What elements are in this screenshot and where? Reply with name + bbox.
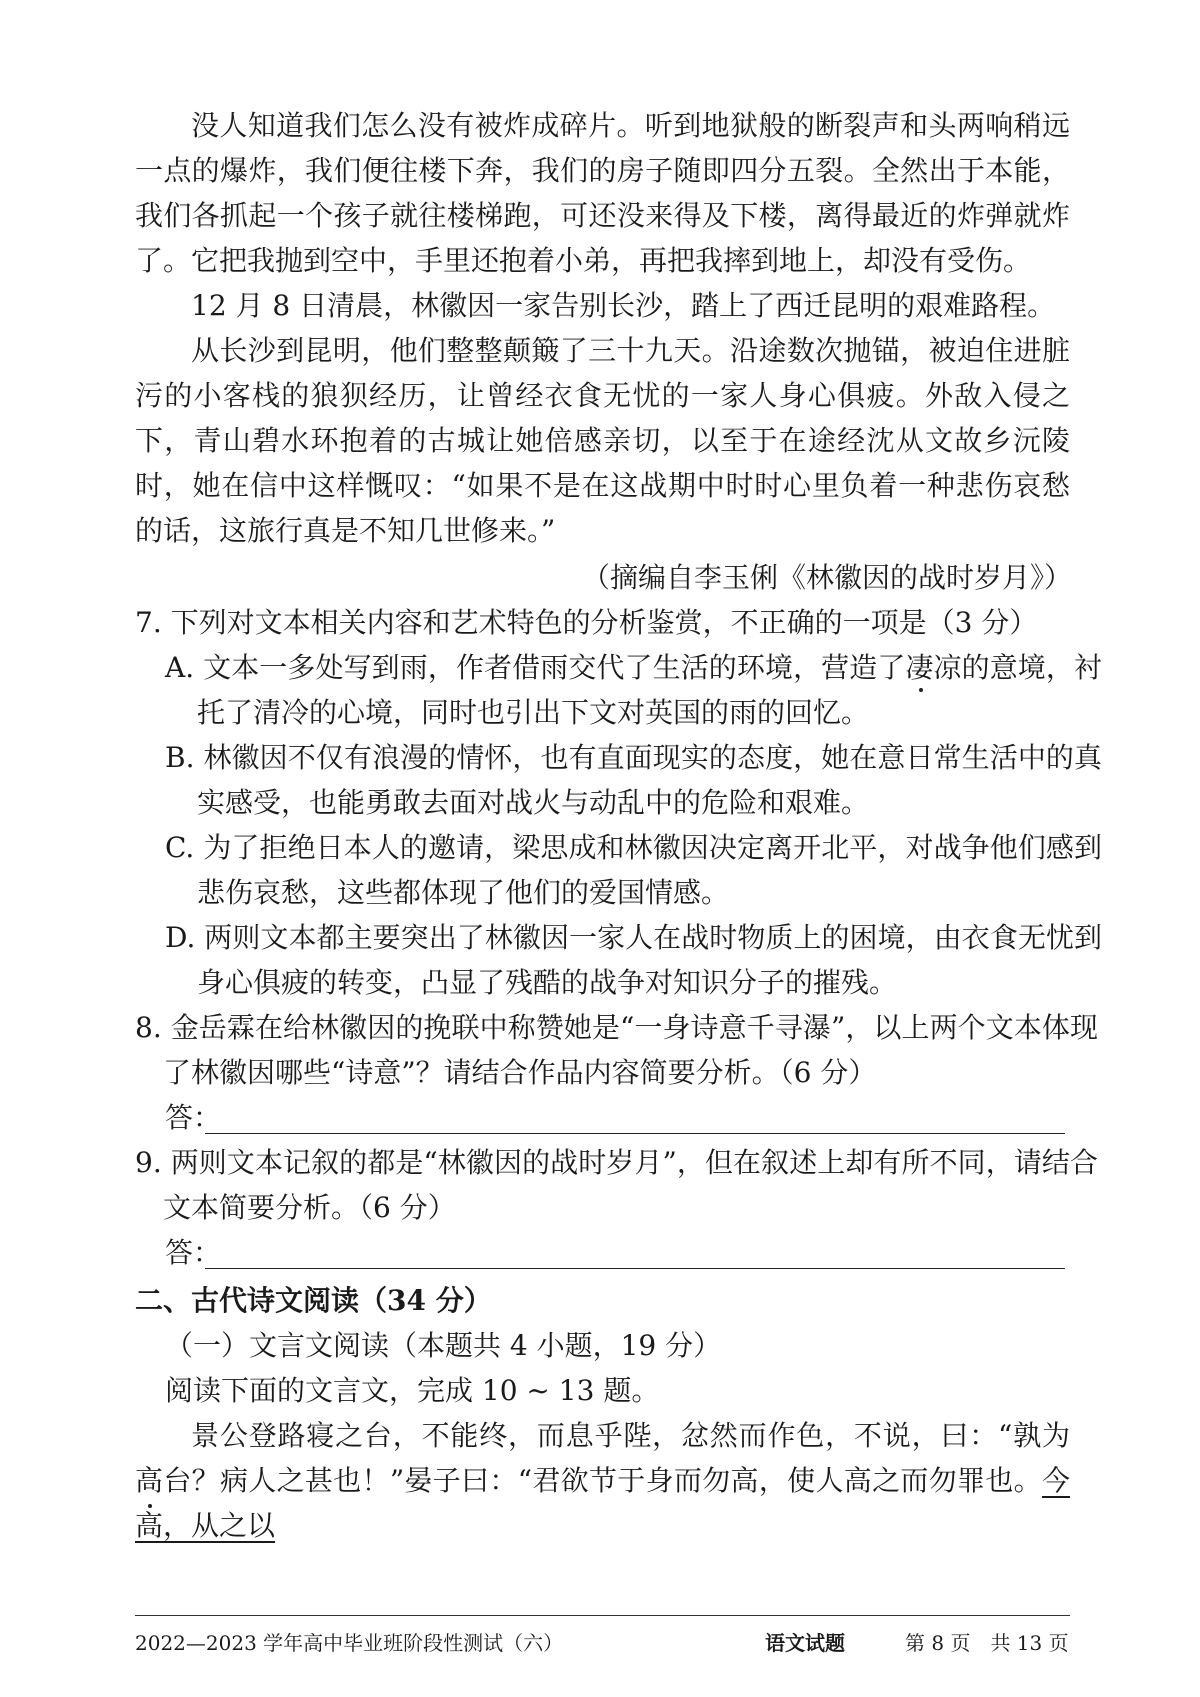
question-7-option-d: D. 两则文本都主要突出了林徽因一家人在战时物质上的困境，由衣食无忧到身心俱疲的转变，凸显了残酷的战争对知识分子的摧残。 [165,921,1102,999]
emphasis-dot [148,1504,152,1508]
section-2-instruction: 阅读下面的文言文，完成 10 ~ 13 题。 [165,1374,660,1407]
question-9-answer-line[interactable] [205,1268,1065,1269]
question-9-stem: 9. 两则文本记叙的都是“林徽因的战时岁月”，但在叙述上却有所不同，请结合文本简要分析。（6 分） [135,1146,1098,1224]
emphasis-dot [919,688,923,692]
question-7-option-b: B. 林徽因不仅有浪漫的情怀，也有直面现实的态度，她在意日常生活中的真实感受，也能勇敢去面对战火与动乱中的危险和艰难。 [165,741,1102,819]
passage-paragraph-1: 没人知道我们怎么没有被炸成碎片。听到地狱般的断裂声和头两响稍远一点的爆炸，我们便往楼下奔，我们的房子随即四分五裂。全然出于本能，我们各抓起一个孩子就往楼梯跑，可还没来得及下楼，离得最近的炸弹就炸了。它把我抛到空中，手里还抱着小弟，再把我摔到地上，却没有受伤。 [135,109,1070,277]
passage-paragraph-3: 从长沙到昆明，他们整整颠簸了三十九天。沿途数次抛锚，被迫住进脏污的小客栈的狼狈经历，让曾经衣食无忧的一家人身心俱疲。外敌入侵之下，青山碧水环抱着的古城让她倍感亲切，以至于在途经沈从文故乡沅陵时，她在信中这样慨叹：“如果不是在这战期中时时心里负着一种悲伤哀愁的话，这旅行真是不知几世修来。” [135,334,1070,547]
passage-source: （摘编自李玉俐《林徽因的战时岁月》） [581,561,1072,594]
footer-page-number: 第 8 页 共 13 页 [905,1631,1069,1655]
question-7-stem: 7. 下列对文本相关内容和艺术特色的分析鉴赏，不正确的一项是（3 分） [135,606,1038,639]
footer-subject: 语文试题 [765,1631,845,1655]
question-8-answer-label: 答： [165,1101,222,1134]
footer-exam-name: 2022—2023 学年高中毕业班阶段性测试（六） [135,1631,564,1655]
classical-text-underlined: 今高，从之以 [135,1464,1070,1542]
section-2-title: 二、古代诗文阅读（34 分） [135,1284,492,1317]
classical-text-main: 景公登路寝之台，不能终，而息乎陛，忿然而作色，不说，曰：“孰为高台？病人之甚也！”晏子曰：“君欲节于身而勿高，使人高之而勿罪也。 [135,1419,1070,1497]
question-7-option-c: C. 为了拒绝日本人的邀请，梁思成和林徽因决定离开北平，对战争他们感到悲伤哀愁，这些都体现了他们的爱国情感。 [165,831,1102,909]
passage-paragraph-2: 12 月 8 日清晨，林徽因一家告别长沙，踏上了西迁昆明的艰难路程。 [191,289,1056,322]
question-8-stem: 8. 金岳霖在给林徽因的挽联中称赞她是“一身诗意千寻瀑”，以上两个文本体现了林徽因哪些“诗意”？请结合作品内容简要分析。（6 分） [135,1011,1098,1089]
footer-divider [135,1615,1070,1616]
question-8-answer-line[interactable] [205,1133,1065,1134]
question-9-answer-label: 答： [165,1236,222,1269]
question-7-option-a: A. 文本一多处写到雨，作者借雨交代了生活的环境，营造了凄凉的意境，衬托了清冷的心境，同时也引出下文对英国的雨的回忆。 [165,651,1102,729]
section-2-subtitle: （一）文言文阅读（本题共 4 小题，19 分） [165,1329,722,1362]
classical-text [135,1413,1070,1548]
